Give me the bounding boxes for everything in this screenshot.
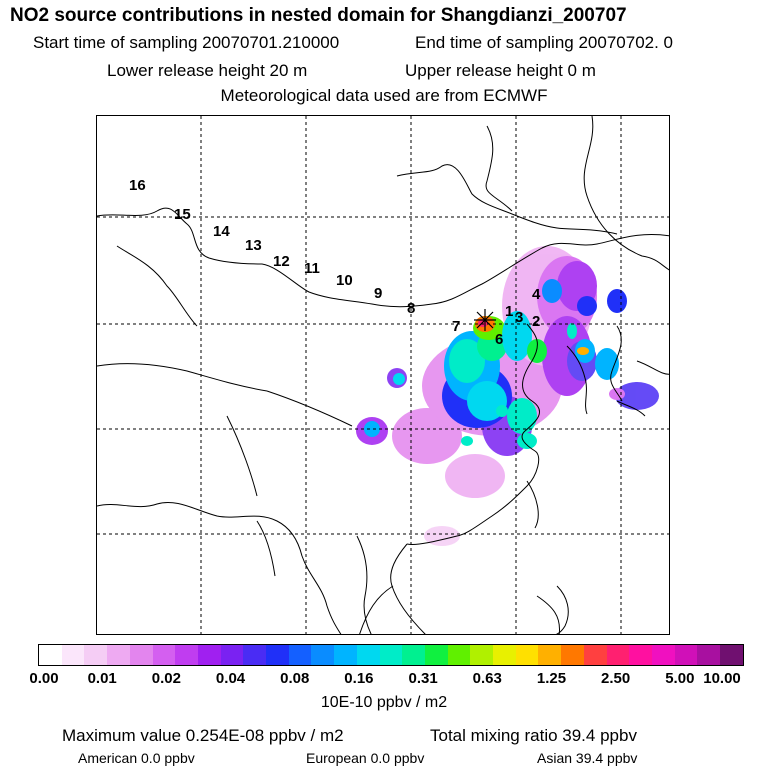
trajectory-label: 15 <box>174 206 191 223</box>
colorbar-segment <box>675 645 698 665</box>
trajectory-label: 4 <box>532 286 541 303</box>
colorbar-tick-label: 0.31 <box>408 670 438 687</box>
trajectory-label: 1 <box>505 303 514 320</box>
colorbar-tick-label: 1.25 <box>536 670 567 687</box>
trajectory-label: 3 <box>515 309 524 326</box>
colorbar-segment <box>221 645 244 665</box>
colorbar-segment <box>84 645 107 665</box>
upper-release-label: Upper release height 0 m <box>405 61 596 80</box>
colorbar-segment <box>153 645 176 665</box>
colorbar-tick-label: 0.01 <box>87 670 117 687</box>
trajectory-label: 11 <box>304 260 320 277</box>
trajectory-label: 16 <box>129 177 146 194</box>
colorbar-tick-label: 10.00 <box>703 670 741 687</box>
colorbar-tick-label: 0.02 <box>151 670 181 687</box>
trajectory-label: 6 <box>495 331 504 348</box>
american-contribution: American 0.0 ppbv <box>78 750 195 766</box>
receptor-marker-icon <box>474 309 496 331</box>
start-time-label: Start time of sampling 20070701.210000 <box>33 33 340 52</box>
coastlines <box>97 116 670 635</box>
colorbar-tick-label: 0.08 <box>280 670 310 687</box>
colorbar-tick-label: 0.63 <box>472 670 502 687</box>
map-panel <box>96 115 670 635</box>
colorbar-segment <box>720 645 743 665</box>
max-value-label: Maximum value 0.254E-08 ppbv / m2 <box>62 726 344 745</box>
colorbar-tick-label: 2.50 <box>601 670 631 687</box>
colorbar-segment <box>39 645 62 665</box>
trajectory-label: 9 <box>374 285 383 302</box>
trajectory-label: 7 <box>452 318 461 335</box>
met-data-label: Meteorological data used are from ECMWF <box>220 86 548 105</box>
colorbar-tick-label: 5.00 <box>665 670 695 687</box>
colorbar-segment <box>311 645 334 665</box>
colorbar-tick-label: 0.16 <box>344 670 374 687</box>
colorbar <box>38 644 744 666</box>
end-time-label: End time of sampling 20070702. 0 <box>415 33 674 52</box>
trajectory-label: 8 <box>407 300 416 317</box>
colorbar-segment <box>289 645 312 665</box>
trajectory-label: 14 <box>213 223 230 240</box>
colorbar-tick-label: 0.04 <box>215 670 246 687</box>
colorbar-segment <box>402 645 425 665</box>
colorbar-segment <box>607 645 630 665</box>
trajectory-label: 2 <box>532 313 541 330</box>
trajectory-label: 13 <box>245 237 262 254</box>
trajectory-label: 10 <box>336 272 353 289</box>
map-title: NO2 source contributions in nested domain for Shangdianzi_200707 <box>10 5 627 26</box>
colorbar-segment <box>448 645 471 665</box>
colorbar-segment <box>561 645 584 665</box>
contribution-field <box>356 246 659 546</box>
colorbar-tick-label: 0.00 <box>29 670 59 687</box>
trajectory-label: 12 <box>273 253 290 270</box>
colorbar-segment <box>493 645 516 665</box>
colorbar-segment <box>62 645 85 665</box>
lower-release-label: Lower release height 20 m <box>107 61 308 80</box>
asian-contribution: Asian 39.4 ppbv <box>537 750 638 766</box>
colorbar-segment <box>357 645 380 665</box>
colorbar-segment <box>198 645 221 665</box>
colorbar-segment <box>470 645 493 665</box>
colorbar-units: 10E-10 ppbv / m2 <box>320 694 448 711</box>
colorbar-segment <box>516 645 539 665</box>
colorbar-segment <box>629 645 652 665</box>
colorbar-segment <box>130 645 153 665</box>
colorbar-segment <box>652 645 675 665</box>
colorbar-segment <box>425 645 448 665</box>
total-mixing-label: Total mixing ratio 39.4 ppbv <box>430 726 637 745</box>
map-canvas <box>97 116 670 635</box>
colorbar-segment <box>584 645 607 665</box>
colorbar-segment <box>380 645 403 665</box>
colorbar-segment <box>538 645 561 665</box>
european-contribution: European 0.0 ppbv <box>306 750 425 766</box>
colorbar-segment <box>697 645 720 665</box>
colorbar-segment <box>266 645 289 665</box>
colorbar-segment <box>107 645 130 665</box>
colorbar-segment <box>334 645 357 665</box>
colorbar-segment <box>175 645 198 665</box>
colorbar-segment <box>243 645 266 665</box>
